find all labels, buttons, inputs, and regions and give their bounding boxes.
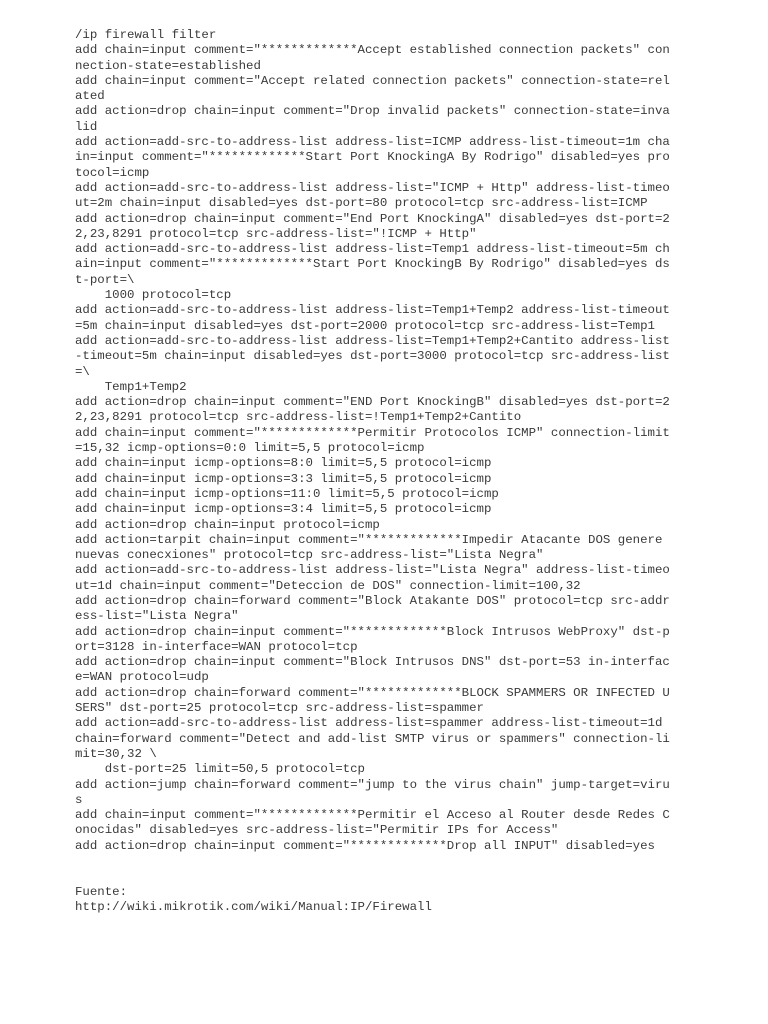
script-line: ort=3128 in-interface=WAN protocol=tcp [75, 639, 358, 654]
script-line: lid [75, 119, 98, 134]
script-line: =5m chain=input disabled=yes dst-port=2000 protocol=tcp src-address-list=Temp1 [75, 318, 655, 333]
script-line: add chain=input icmp-options=3:4 limit=5,5 protocol=icmp [75, 502, 492, 517]
script-line: ated [75, 89, 105, 104]
script-line: add action=drop chain=forward comment="*************BLOCK SPAMMERS OR INFECTED U [75, 685, 670, 700]
script-line: =\ [75, 364, 90, 379]
script-line: add action=drop chain=input comment="*************Drop all INPUT" disabled=yes [75, 838, 655, 853]
script-line: add chain=input icmp-options=3:3 limit=5,5 protocol=icmp [75, 471, 492, 486]
script-line: ut=1d chain=input comment="Deteccion de DOS" connection-limit=100,32 [75, 578, 581, 593]
script-line: add chain=input comment="Accept related connection packets" connection-state=rel [75, 73, 670, 88]
script-line: add action=add-src-to-address-list address-list=Temp1 address-list-timeout=5m ch [75, 242, 670, 257]
script-line: add chain=input comment="*************Accept established connection packets" con [75, 43, 670, 58]
script-line: add action=add-src-to-address-list address-list=spammer address-list-timeout=1d [75, 716, 663, 731]
script-line: e=WAN protocol=udp [75, 670, 209, 685]
script-line: ess-list="Lista Negra" [75, 609, 239, 624]
script-line: ain=input comment="*************Start Port KnockingB By Rodrigo" disabled=yes ds [75, 257, 670, 272]
script-line: add chain=input comment="*************Permitir Protocolos ICMP" connection-limit [75, 425, 670, 440]
script-line: SERS" dst-port=25 protocol=tcp src-address-list=spammer [75, 701, 484, 716]
firewall-script-block [75, 28, 695, 854]
script-line: add action=drop chain=input protocol=icmp [75, 517, 380, 532]
script-line: tocol=icmp [75, 165, 150, 180]
script-line: chain=forward comment="Detect and add-list SMTP virus or spammers" connection-li [75, 731, 670, 746]
script-line: 2,23,8291 protocol=tcp src-address-list="!ICMP + Http" [75, 226, 477, 241]
script-line: add action=drop chain=input comment="*************Block Intrusos WebProxy" dst-p [75, 624, 670, 639]
script-line: add action=drop chain=input comment="END Port KnockingB" disabled=yes dst-port=2 [75, 395, 670, 410]
script-line: nection-state=established [75, 58, 261, 73]
script-line: mit=30,32 \ [75, 746, 157, 761]
script-line: =15,32 icmp-options=0:0 limit=5,5 protocol=icmp [75, 441, 425, 456]
script-line: Temp1+Temp2 [75, 379, 187, 394]
script-line: onocidas" disabled=yes src-address-list="Permitir IPs for Access" [75, 823, 559, 838]
script-line: -timeout=5m chain=input disabled=yes dst-port=3000 protocol=tcp src-address-list [75, 349, 670, 364]
script-line: 2,23,8291 protocol=tcp src-address-list=!Temp1+Temp2+Cantito [75, 410, 522, 425]
script-line: add action=add-src-to-address-list address-list="Lista Negra" address-list-timeo [75, 563, 670, 578]
script-line: nuevas conecxiones" protocol=tcp src-address-list="Lista Negra" [75, 548, 544, 563]
paragraph-gap [75, 854, 695, 885]
script-line: /ip firewall filter [75, 28, 217, 42]
script-line: s [75, 792, 83, 807]
script-line: 1000 protocol=tcp [75, 288, 232, 303]
source-link[interactable]: http://wiki.mikrotik.com/wiki/Manual:IP/Firewall [75, 899, 432, 914]
script-line: add action=jump chain=forward comment="jump to the virus chain" jump-target=viru [75, 777, 670, 792]
source-citation [75, 885, 695, 916]
script-line: add chain=input comment="*************Permitir el Acceso al Router desde Redes C [75, 808, 670, 823]
script-line: dst-port=25 limit=50,5 protocol=tcp [75, 762, 365, 777]
script-line: add action=drop chain=forward comment="Block Atakante DOS" protocol=tcp src-addr [75, 593, 670, 608]
script-line: add action=drop chain=input comment="Block Intrusos DNS" dst-port=53 in-interfac [75, 655, 670, 670]
source-label: Fuente: [75, 884, 128, 899]
script-line: add chain=input icmp-options=11:0 limit=5,5 protocol=icmp [75, 486, 499, 501]
script-line: add action=add-src-to-address-list address-list=ICMP address-list-timeout=1m cha [75, 135, 670, 150]
document-page [75, 28, 695, 915]
script-line: add action=tarpit chain=input comment="*************Impedir Atacante DOS genere [75, 532, 663, 547]
script-line: t-port=\ [75, 272, 135, 287]
script-line: add action=drop chain=input comment="End Port KnockingA" disabled=yes dst-port=2 [75, 211, 670, 226]
script-line: add action=add-src-to-address-list address-list="ICMP + Http" address-list-timeo [75, 180, 670, 195]
script-line: ut=2m chain=input disabled=yes dst-port=80 protocol=tcp src-address-list=ICMP [75, 196, 648, 211]
script-line: add action=drop chain=input comment="Drop invalid packets" connection-state=inva [75, 104, 670, 119]
script-line: add action=add-src-to-address-list address-list=Temp1+Temp2 address-list-timeout [75, 303, 670, 318]
script-line: in=input comment="*************Start Port KnockingA By Rodrigo" disabled=yes pro [75, 150, 670, 165]
script-line: add chain=input icmp-options=8:0 limit=5,5 protocol=icmp [75, 456, 492, 471]
script-line: add action=add-src-to-address-list address-list=Temp1+Temp2+Cantito address-list [75, 333, 670, 348]
